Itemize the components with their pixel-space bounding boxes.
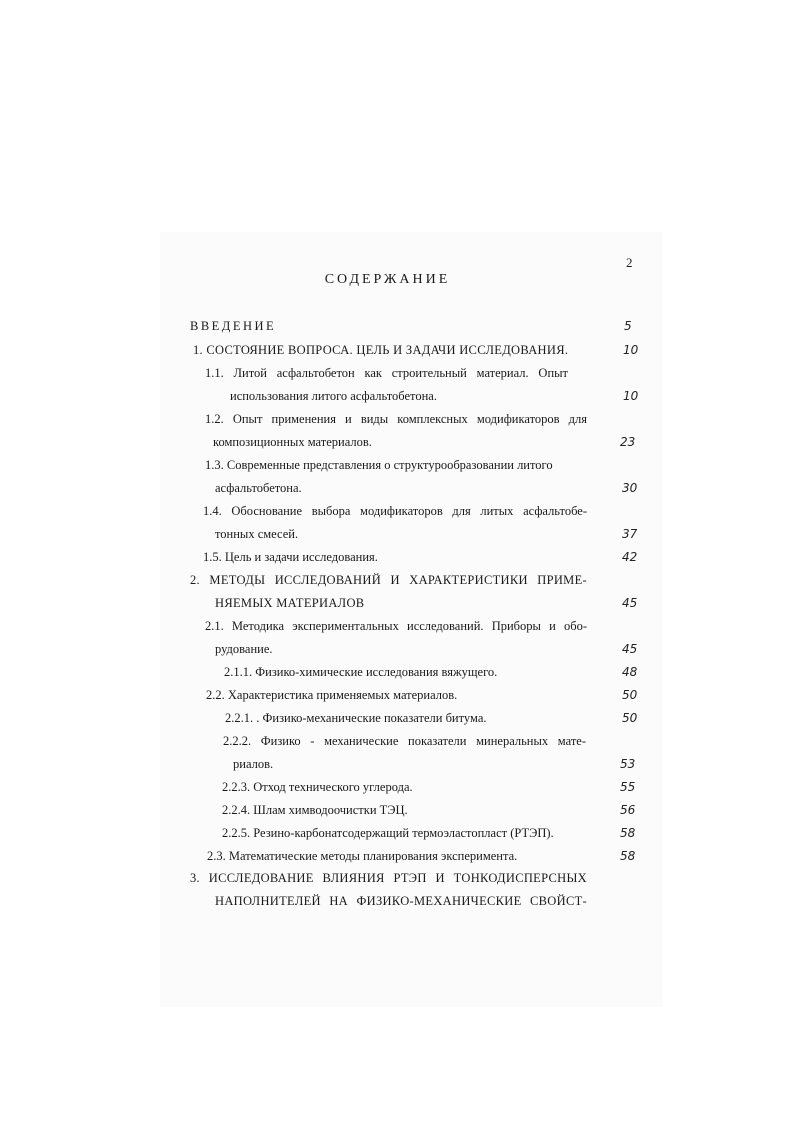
toc-entry-1-1-cont: использования литого асфальтобетона.: [230, 389, 437, 403]
toc-entry-introduction: ВВЕДЕНИЕ: [190, 319, 277, 333]
toc-entry-chapter-2-cont: НЯЕМЫХ МАТЕРИАЛОВ: [215, 596, 365, 610]
toc-entry-1-3: 1.3. Современные представления о структурообразовании литого: [205, 458, 553, 472]
toc-entry-chapter-3: 3. ИССЛЕДОВАНИЕ ВЛИЯНИЯ РТЭП И ТОНКОДИСПЕРСНЫХ: [190, 871, 587, 885]
page-number: 2: [626, 255, 633, 270]
toc-page-number: 45: [622, 596, 638, 610]
toc-page-number: 10: [623, 343, 639, 357]
toc-page-number: 58: [620, 826, 636, 840]
toc-page-number: 37: [622, 527, 638, 541]
toc-page-number: 50: [622, 688, 638, 702]
toc-page-number: 53: [620, 757, 636, 771]
toc-entry-2-2-1: 2.2.1. . Физико-механические показатели битума.: [225, 711, 487, 725]
toc-entry-1-4: 1.4. Обоснование выбора модификаторов для литых асфальтобе-: [203, 504, 587, 518]
toc-page-number: 58: [620, 849, 636, 863]
toc-page-number: 30: [622, 481, 638, 495]
toc-entry-2-1-cont: рудование.: [215, 642, 273, 656]
toc-entry-2-1-1: 2.1.1. Физико-химические исследования вяжущего.: [224, 665, 498, 679]
toc-entry-2-2-4: 2.2.4. Шлам химводоочистки ТЭЦ.: [222, 803, 408, 817]
toc-page-number: 48: [622, 665, 638, 679]
toc-page-number: 5: [624, 319, 632, 333]
toc-entry-chapter-3-cont: НАПОЛНИТЕЛЕЙ НА ФИЗИКО-МЕХАНИЧЕСКИЕ СВОЙСТ-: [215, 894, 587, 908]
toc-entry-2-1: 2.1. Методика экспериментальных исследований. Приборы и обо-: [205, 619, 587, 633]
toc-entry-2-2-2: 2.2.2. Физико - механические показатели минеральных мате-: [223, 734, 586, 748]
toc-page-number: 50: [622, 711, 638, 725]
toc-entry-2-2-3: 2.2.3. Отход технического углерода.: [222, 780, 413, 794]
toc-entry-1-5: 1.5. Цель и задачи исследования.: [203, 550, 378, 564]
toc-entry-1-1: 1.1. Литой асфальтобетон как строительный материал. Опыт: [205, 366, 568, 380]
toc-page-number: 55: [620, 780, 636, 794]
toc-page-number: 42: [622, 550, 638, 564]
toc-entry-2-3: 2.3. Математические методы планирования эксперимента.: [207, 849, 518, 863]
toc-entry-2-2-5: 2.2.5. Резино-карбонатсодержащий термоэластопласт (РТЭП).: [222, 826, 554, 840]
toc-entry-2-2-2-cont: риалов.: [233, 757, 274, 771]
toc-entry-1-3-cont: асфальтобетона.: [215, 481, 302, 495]
toc-page-number: 10: [623, 389, 639, 403]
toc-entry-2-2: 2.2. Характеристика применяемых материалов.: [206, 688, 458, 702]
toc-entry-chapter-2: 2. МЕТОДЫ ИССЛЕДОВАНИЙ И ХАРАКТЕРИСТИКИ ПРИМЕ-: [190, 573, 587, 587]
toc-page-number: 56: [620, 803, 636, 817]
page-title: СОДЕРЖАНИЕ: [324, 272, 451, 287]
toc-entry-1-2-cont: композиционных материалов.: [213, 435, 372, 449]
toc-page-number: 45: [622, 642, 638, 656]
toc-entry-chapter-1: 1. СОСТОЯНИЕ ВОПРОСА. ЦЕЛЬ И ЗАДАЧИ ИССЛЕДОВАНИЯ.: [193, 343, 569, 357]
toc-page-number: 23: [620, 435, 636, 449]
toc-entry-1-4-cont: тонных смесей.: [215, 527, 299, 541]
toc-entry-1-2: 1.2. Опыт применения и виды комплексных модификаторов для: [205, 412, 587, 426]
